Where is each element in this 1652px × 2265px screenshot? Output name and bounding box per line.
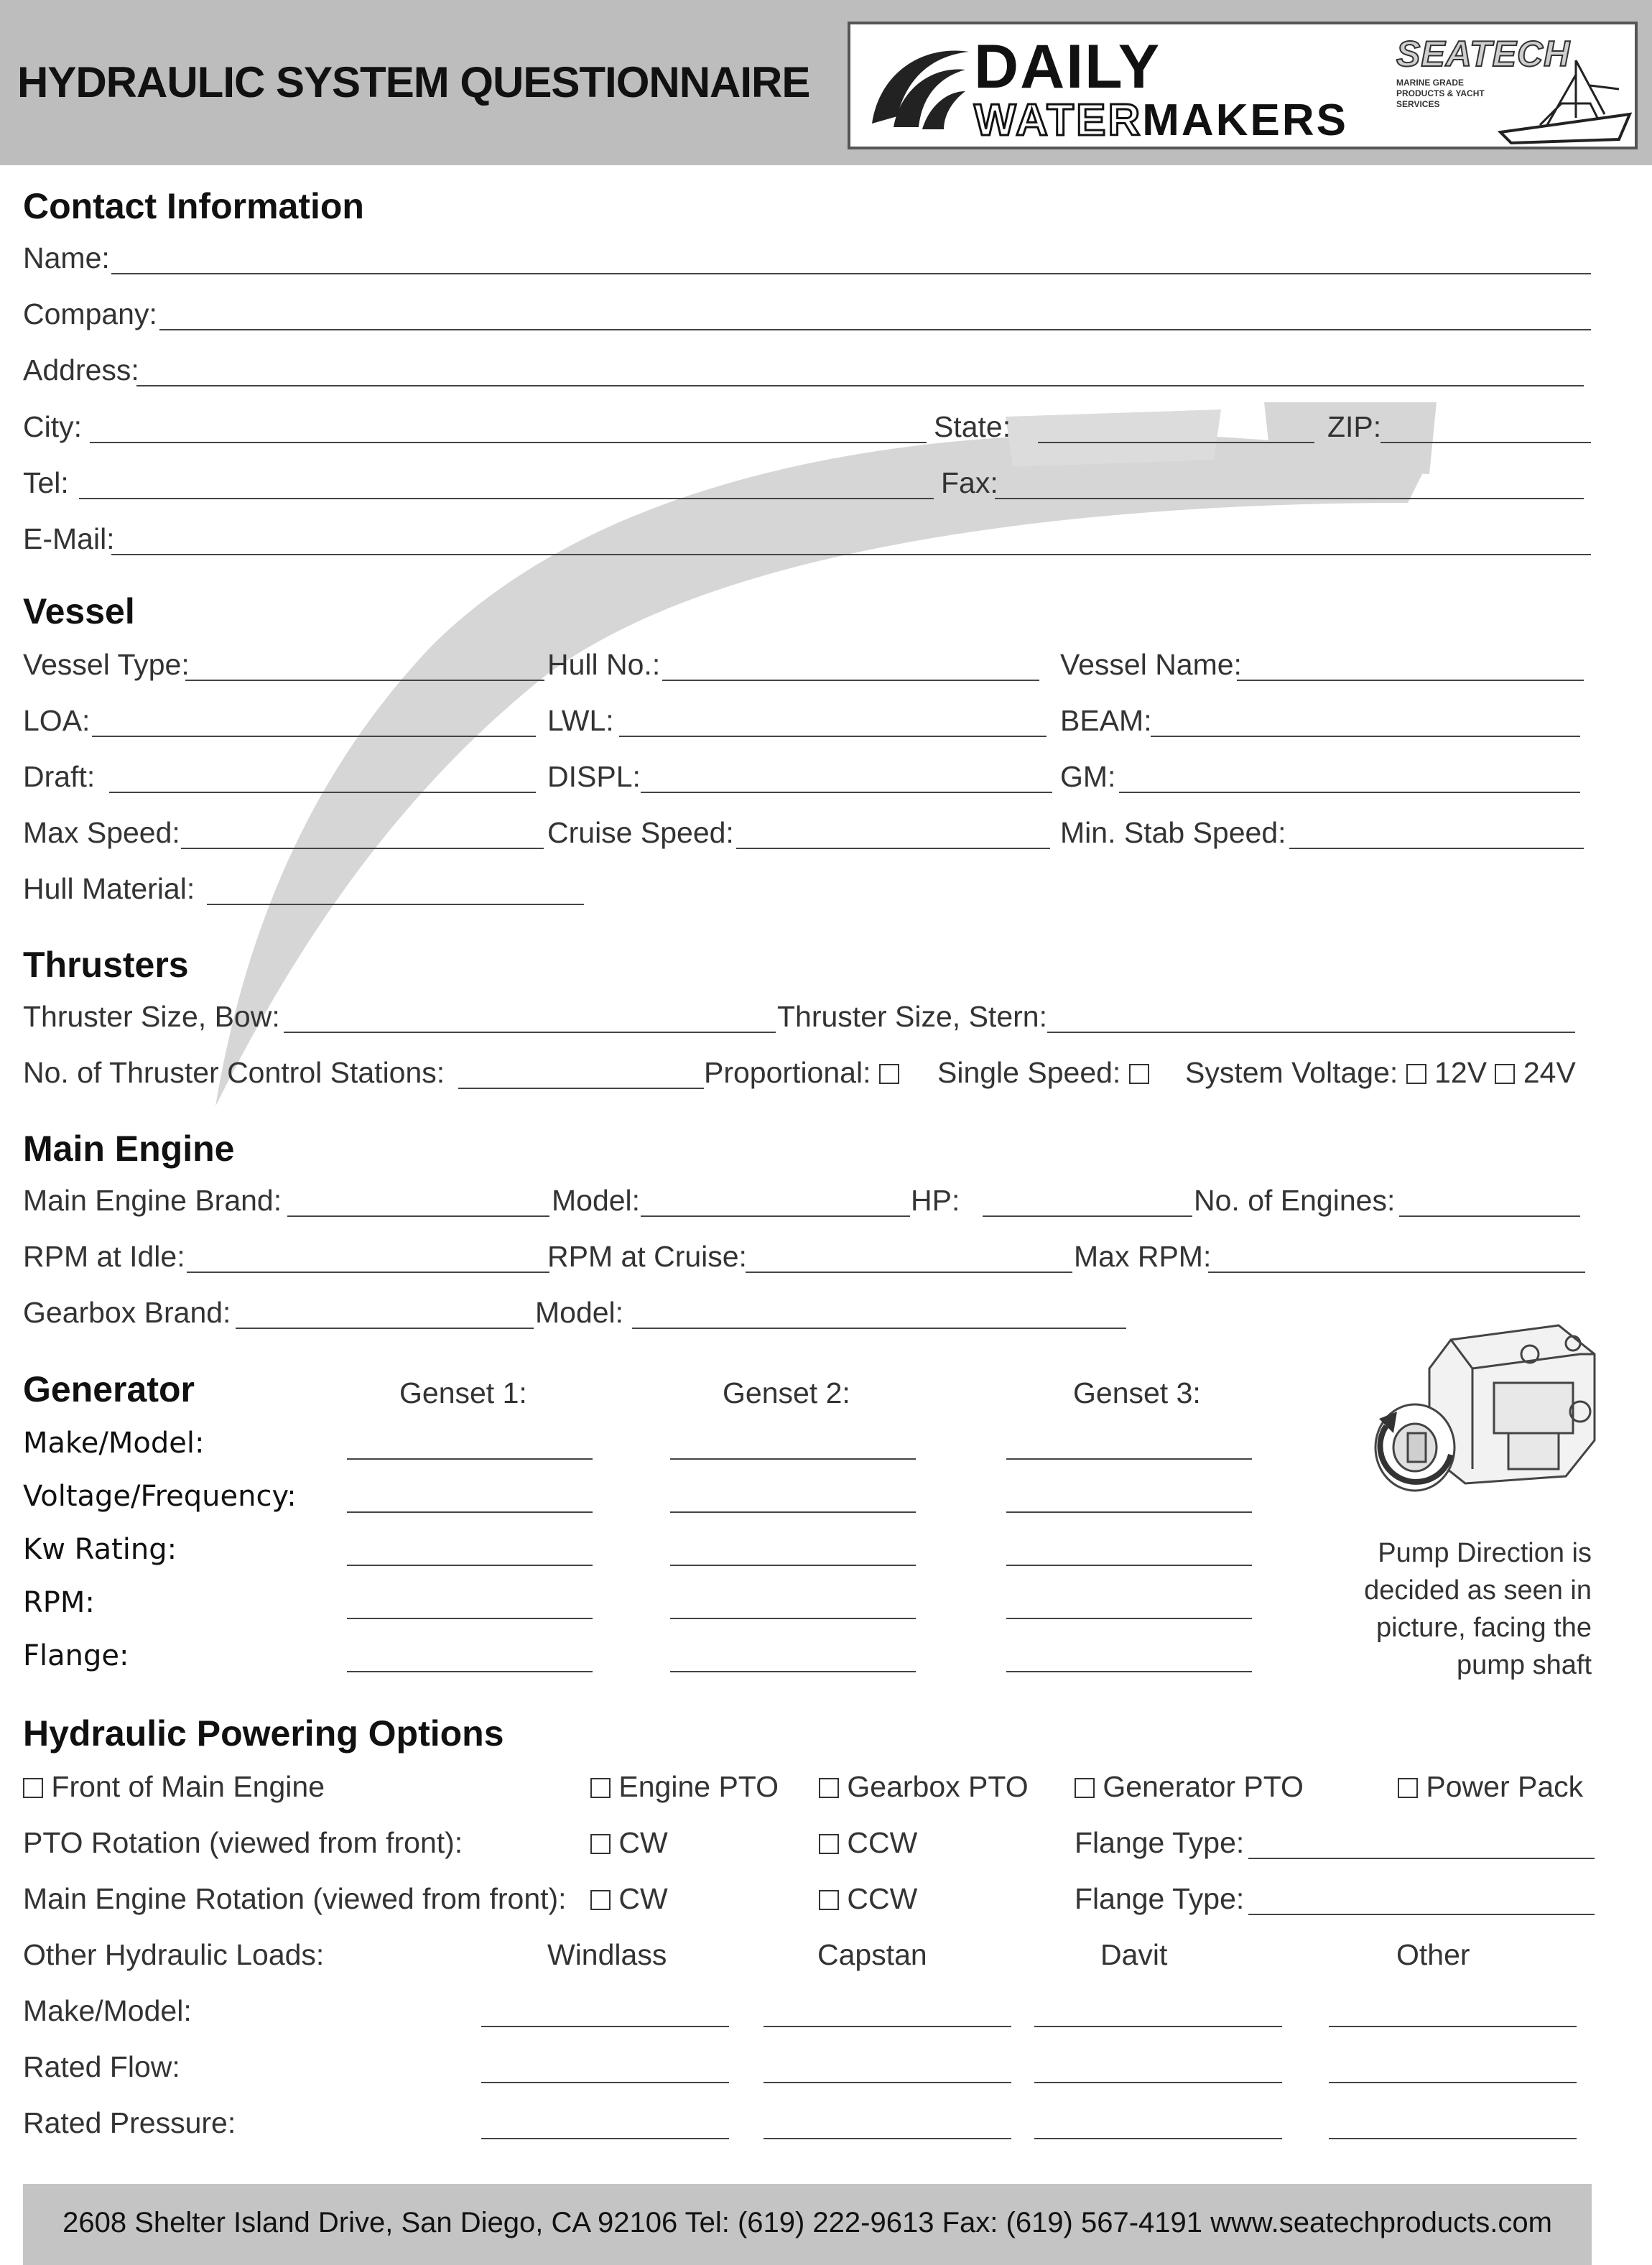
vessel-type-field[interactable] <box>185 680 544 681</box>
pto-cw-label: CW <box>618 1826 668 1859</box>
voltage-12v-checkbox[interactable] <box>1406 1064 1426 1084</box>
genset3-field[interactable] <box>1006 1671 1252 1672</box>
single-speed-label: Single Speed: <box>937 1056 1121 1089</box>
other-flow-field[interactable] <box>1329 2082 1577 2083</box>
windlass-header: Windlass <box>547 1938 667 1971</box>
fax-field[interactable] <box>995 498 1584 499</box>
main-engine-rotation-label: Main Engine Rotation (viewed from front): <box>23 1882 567 1915</box>
genset3-field[interactable] <box>1006 1458 1252 1460</box>
max-speed-label: Max Speed: <box>23 816 180 849</box>
genset3-field[interactable] <box>1006 1511 1252 1513</box>
draft-label: Draft: <box>23 760 96 793</box>
logo-watermakers <box>974 95 1348 146</box>
gearbox-brand-field[interactable] <box>236 1328 534 1329</box>
logo-water: WATER <box>974 96 1143 145</box>
company-field[interactable] <box>159 329 1591 330</box>
genset3-field[interactable] <box>1006 1618 1252 1619</box>
pto-cw-option <box>590 1826 668 1860</box>
gm-label: GM: <box>1060 760 1116 793</box>
hull-no-label: Hull No.: <box>547 648 661 681</box>
gearbox-brand-label: Gearbox Brand: <box>23 1296 231 1329</box>
proportional-checkbox[interactable] <box>879 1064 899 1084</box>
address-field[interactable] <box>136 385 1584 386</box>
genset1-field[interactable] <box>347 1618 593 1619</box>
gen-row-label: RPM: <box>23 1586 95 1619</box>
front-main-engine-option <box>23 1770 325 1804</box>
generator-pto-checkbox[interactable] <box>1075 1778 1095 1798</box>
city-label: City: <box>23 410 82 443</box>
engine-model-label: Model: <box>552 1184 641 1217</box>
footer-bar <box>23 2184 1592 2265</box>
engine-brand-label: Main Engine Brand: <box>23 1184 282 1217</box>
beam-label: BEAM: <box>1060 704 1152 737</box>
max-rpm-label: Max RPM: <box>1074 1240 1212 1273</box>
name-label: Name: <box>23 241 110 274</box>
engine-cw-checkbox[interactable] <box>590 1890 611 1910</box>
state-label: State: <box>934 410 1011 443</box>
section-vessel: Vessel <box>23 591 135 631</box>
state-field[interactable] <box>1038 442 1314 443</box>
power-pack-option <box>1398 1770 1583 1804</box>
section-thrusters: Thrusters <box>23 945 189 985</box>
genset2-field[interactable] <box>670 1671 916 1672</box>
company-label: Company: <box>23 297 157 330</box>
hp-label: HP: <box>911 1184 960 1217</box>
voltage-24v-checkbox[interactable] <box>1495 1064 1515 1084</box>
rpm-cruise-label: RPM at Cruise: <box>547 1240 747 1273</box>
genset1-field[interactable] <box>347 1458 593 1460</box>
engine-pto-checkbox[interactable] <box>590 1778 611 1798</box>
beam-field[interactable] <box>1151 736 1580 737</box>
email-label: E-Mail: <box>23 522 115 555</box>
section-generator: Generator <box>23 1369 195 1409</box>
logo-makers: MAKERS <box>1142 96 1348 145</box>
footer-contact: 2608 Shelter Island Drive, San Diego, CA 92106 Tel: (619) 222-9613 Fax: (619) 567-4191 www.seatechproducts.com <box>62 2207 1552 2238</box>
hp-field[interactable] <box>983 1215 1192 1217</box>
single-speed-option <box>937 1056 1149 1090</box>
generator-pto-label: Generator PTO <box>1103 1770 1304 1803</box>
pto-flange-type-field[interactable] <box>1248 1858 1595 1859</box>
genset1-field[interactable] <box>347 1565 593 1566</box>
cruise-speed-label: Cruise Speed: <box>547 816 734 849</box>
thruster-bow-label: Thruster Size, Bow: <box>23 1000 280 1033</box>
make-model-label: Make/Model: <box>23 1994 192 2027</box>
section-hydraulic-options: Hydraulic Powering Options <box>23 1713 504 1754</box>
rpm-idle-label: RPM at Idle: <box>23 1240 185 1273</box>
company-logo <box>848 22 1638 149</box>
zip-label: ZIP: <box>1327 410 1382 443</box>
genset2-field[interactable] <box>670 1458 916 1460</box>
fax-label: Fax: <box>941 466 998 499</box>
gearbox-model-label: Model: <box>535 1296 624 1329</box>
vessel-name-label: Vessel Name: <box>1060 648 1242 681</box>
city-field[interactable] <box>90 442 927 443</box>
genset1-field[interactable] <box>347 1671 593 1672</box>
loa-label: LOA: <box>23 704 91 737</box>
pto-ccw-checkbox[interactable] <box>819 1834 839 1854</box>
gearbox-pto-option <box>819 1770 1029 1804</box>
capstan-header: Capstan <box>817 1938 927 1971</box>
gearbox-pto-checkbox[interactable] <box>819 1778 839 1798</box>
capstan-pressure-field[interactable] <box>764 2138 1011 2139</box>
document-title: HYDRAULIC SYSTEM QUESTIONNAIRE <box>17 58 810 106</box>
displ-label: DISPL: <box>547 760 641 793</box>
control-stations-label: No. of Thruster Control Stations: <box>23 1056 445 1089</box>
draft-field[interactable] <box>109 792 536 793</box>
capstan-make-field[interactable] <box>764 2026 1011 2027</box>
gm-field[interactable] <box>1119 792 1580 793</box>
davit-make-field[interactable] <box>1034 2026 1282 2027</box>
min-stab-speed-label: Min. Stab Speed: <box>1060 816 1286 849</box>
gearbox-pto-label: Gearbox PTO <box>847 1770 1029 1803</box>
proportional-label: Proportional: <box>704 1056 871 1089</box>
thruster-stern-field[interactable] <box>1047 1032 1575 1033</box>
windlass-make-field[interactable] <box>481 2026 729 2027</box>
name-field[interactable] <box>111 273 1591 274</box>
power-pack-label: Power Pack <box>1426 1770 1584 1803</box>
front-main-engine-label: Front of Main Engine <box>51 1770 325 1803</box>
gen-row-label: Voltage/Frequency: <box>23 1480 297 1513</box>
pto-flange-type-label: Flange Type: <box>1075 1826 1245 1859</box>
thruster-stern-label: Thruster Size, Stern: <box>777 1000 1047 1033</box>
engine-ccw-option <box>819 1882 917 1916</box>
davit-pressure-field[interactable] <box>1034 2138 1282 2139</box>
hull-material-label: Hull Material: <box>23 872 195 905</box>
vessel-name-field[interactable] <box>1237 680 1584 681</box>
thruster-bow-field[interactable] <box>284 1032 776 1033</box>
hydraulic-pump-illustration <box>1365 1311 1602 1505</box>
tel-label: Tel: <box>23 466 69 499</box>
genset1-field[interactable] <box>347 1511 593 1513</box>
pump-direction-note: Pump Direction is decided as seen in picture, facing the pump shaft <box>1364 1538 1592 1680</box>
engine-pto-label: Engine PTO <box>618 1770 779 1803</box>
engine-ccw-checkbox[interactable] <box>819 1890 839 1910</box>
other-make-field[interactable] <box>1329 2026 1577 2027</box>
other-pressure-field[interactable] <box>1329 2138 1577 2139</box>
engine-flange-type-field[interactable] <box>1248 1914 1595 1915</box>
logo-seatech-sub: MARINE GRADE PRODUCTS & YACHT SERVICES <box>1396 78 1485 109</box>
capstan-flow-field[interactable] <box>764 2082 1011 2083</box>
pto-ccw-label: CCW <box>847 1826 918 1859</box>
genset3-field[interactable] <box>1006 1565 1252 1566</box>
front-main-engine-checkbox[interactable] <box>23 1778 43 1798</box>
generator-pto-option <box>1075 1770 1304 1804</box>
power-pack-checkbox[interactable] <box>1398 1778 1418 1798</box>
genset2-field[interactable] <box>670 1565 916 1566</box>
email-field[interactable] <box>111 554 1591 555</box>
voltage-12v-label: 12V <box>1434 1056 1488 1089</box>
engine-pto-option <box>590 1770 779 1804</box>
windlass-flow-field[interactable] <box>481 2082 729 2083</box>
engine-cw-label: CW <box>618 1882 668 1915</box>
proportional-option <box>704 1056 899 1090</box>
boat-icon <box>1497 46 1633 147</box>
max-speed-field[interactable] <box>181 848 544 849</box>
other-loads-label: Other Hydraulic Loads: <box>23 1938 325 1971</box>
max-rpm-field[interactable] <box>1208 1272 1585 1273</box>
control-stations-field[interactable] <box>458 1088 704 1089</box>
engine-model-field[interactable] <box>641 1215 910 1217</box>
system-voltage-label: System Voltage: <box>1185 1056 1398 1089</box>
rpm-idle-field[interactable] <box>187 1272 549 1273</box>
cruise-speed-field[interactable] <box>736 848 1050 849</box>
no-engines-label: No. of Engines: <box>1194 1184 1396 1217</box>
engine-cw-option <box>590 1882 668 1916</box>
vessel-type-label: Vessel Type: <box>23 648 190 681</box>
genset1-header: Genset 1: <box>399 1376 527 1409</box>
gen-row-label: Make/Model: <box>23 1427 205 1460</box>
genset2-field[interactable] <box>670 1618 916 1619</box>
header-bar <box>0 0 1652 165</box>
davit-header: Davit <box>1100 1938 1168 1971</box>
rated-flow-label: Rated Flow: <box>23 2050 180 2083</box>
rpm-cruise-field[interactable] <box>746 1272 1072 1273</box>
lwl-label: LWL: <box>547 704 614 737</box>
min-stab-speed-field[interactable] <box>1289 848 1584 849</box>
gen-row-label: Kw Rating: <box>23 1533 177 1566</box>
hull-material-field[interactable] <box>207 904 584 905</box>
system-voltage-option <box>1185 1056 1576 1090</box>
other-header: Other <box>1396 1938 1470 1971</box>
voltage-24v-label: 24V <box>1523 1056 1576 1089</box>
rated-pressure-label: Rated Pressure: <box>23 2106 236 2139</box>
logo-daily: DAILY <box>974 32 1161 101</box>
engine-brand-field[interactable] <box>287 1215 549 1217</box>
windlass-pressure-field[interactable] <box>481 2138 729 2139</box>
displ-field[interactable] <box>641 792 1052 793</box>
gen-row-label: Flange: <box>23 1639 129 1672</box>
pto-rotation-label: PTO Rotation (viewed from front): <box>23 1826 463 1859</box>
section-main-engine: Main Engine <box>23 1129 235 1169</box>
zip-field[interactable] <box>1380 442 1591 443</box>
genset3-header: Genset 3: <box>1073 1376 1201 1409</box>
gearbox-model-field[interactable] <box>632 1328 1126 1329</box>
hull-no-field[interactable] <box>662 680 1039 681</box>
wave-logo-icon <box>865 37 973 138</box>
genset2-field[interactable] <box>670 1511 916 1513</box>
engine-ccw-label: CCW <box>847 1882 918 1915</box>
davit-flow-field[interactable] <box>1034 2082 1282 2083</box>
single-speed-checkbox[interactable] <box>1129 1064 1149 1084</box>
loa-field[interactable] <box>92 736 536 737</box>
engine-flange-type-label: Flange Type: <box>1075 1882 1245 1915</box>
logo-seatech: SEATECH <box>1396 34 1571 74</box>
tel-field[interactable] <box>79 498 934 499</box>
genset2-header: Genset 2: <box>723 1376 850 1409</box>
no-engines-field[interactable] <box>1399 1215 1580 1217</box>
section-contact: Contact Information <box>23 186 364 226</box>
pto-cw-checkbox[interactable] <box>590 1834 611 1854</box>
pto-ccw-option <box>819 1826 917 1860</box>
address-label: Address: <box>23 353 139 386</box>
lwl-field[interactable] <box>619 736 1047 737</box>
